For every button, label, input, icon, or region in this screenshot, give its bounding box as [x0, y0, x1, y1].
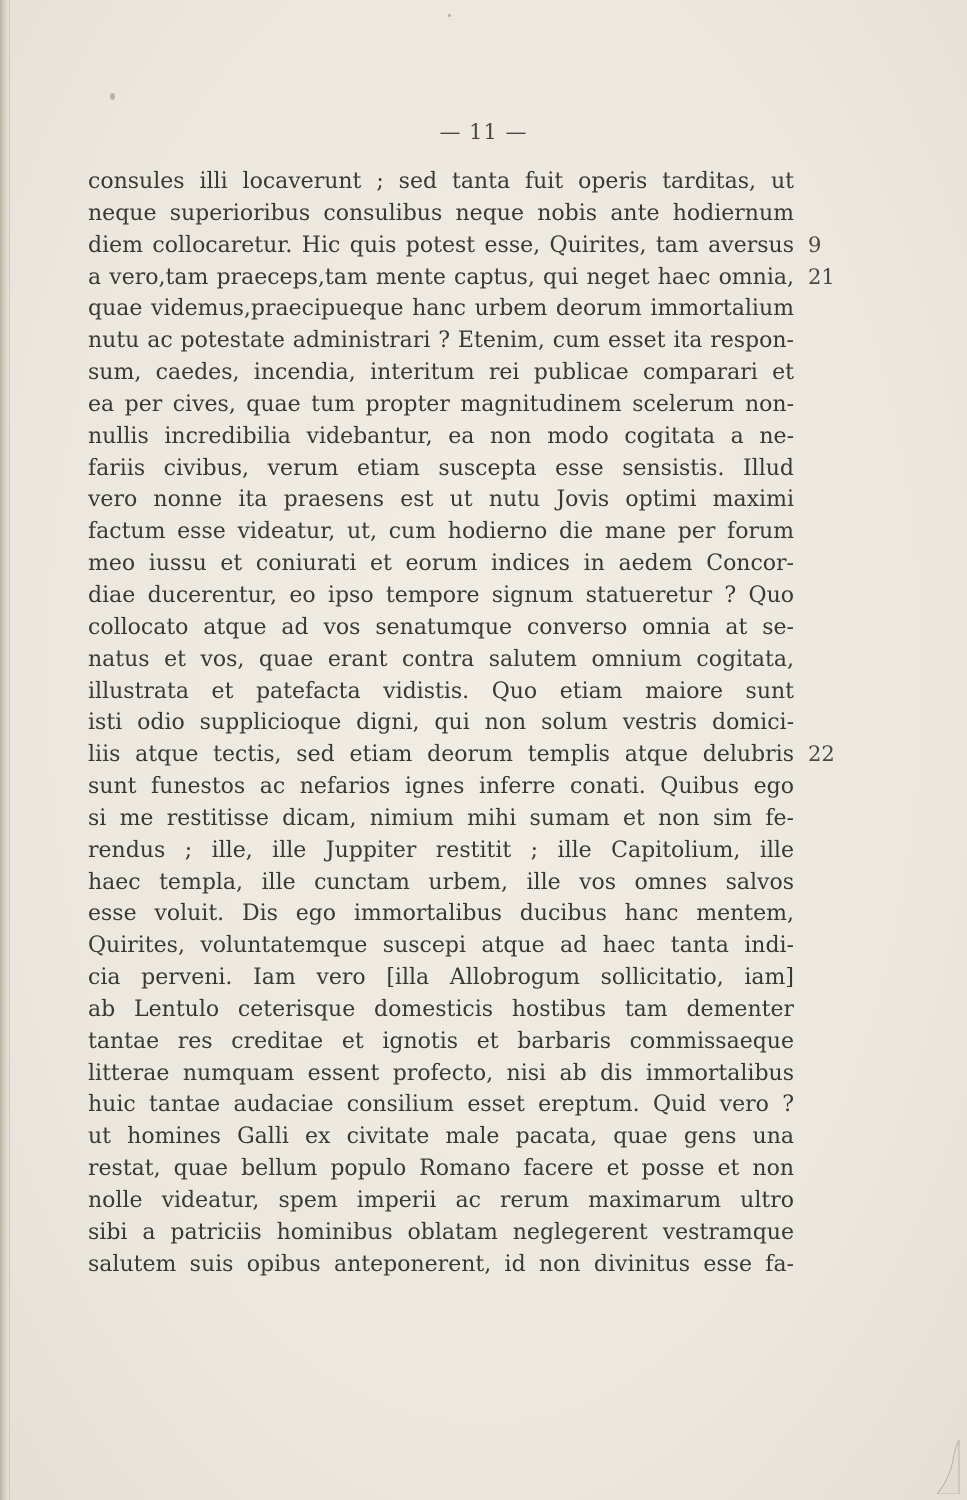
text-line-content: nutu ac potestate administrari ? Etenim, cum esset ita respon-	[88, 328, 794, 354]
text-line	[88, 898, 794, 930]
text-line	[88, 293, 794, 325]
text-line	[88, 453, 794, 485]
text-line-content: salutem suis opibus anteponerent, id non divinitus esse fa-	[88, 1251, 794, 1277]
text-line-content: collocato atque ad vos senatumque converso omnia at se-	[88, 614, 794, 640]
margin-section-number: 21	[808, 264, 835, 289]
text-line-content: Quirites, voluntatemque suscepi atque ad haec tanta indi-	[88, 933, 794, 959]
text-line	[88, 166, 794, 198]
text-line-content: isti odio supplicioque digni, qui non solum vestris domici-	[88, 710, 794, 736]
text-line	[88, 994, 794, 1026]
text-line-content: consules illi locaverunt ; sed tanta fuit operis tarditas, ut	[88, 169, 794, 194]
text-line-content: restat, quae bellum populo Romano facere et posse et non	[88, 1156, 794, 1182]
text-line	[88, 1089, 794, 1121]
text-line-content: illustrata et patefacta vidistis. Quo etiam maiore sunt	[88, 678, 794, 704]
text-line	[88, 325, 794, 357]
text-line	[88, 262, 835, 294]
text-line-content: natus et vos, quae erant contra salutem omnium cogitata,	[88, 646, 794, 672]
text-line	[88, 580, 794, 612]
text-line-content: litterae numquam essent profecto, nisi ab dis immortalibus	[88, 1060, 794, 1086]
page-number: — 11 —	[439, 120, 528, 144]
page-corner-fold	[935, 1440, 961, 1494]
text-line-content: ut homines Galli ex civitate male pacata, quae gens una	[88, 1124, 794, 1150]
text-line-content: factum esse videatur, ut, cum hodierno die mane per forum	[88, 519, 794, 545]
body-text	[88, 166, 835, 1281]
text-line-content: liis atque tectis, sed etiam deorum templis atque delubris	[88, 742, 794, 768]
text-line-content: esse voluit. Dis ego immortalibus ducibus hanc mentem,	[88, 901, 794, 927]
text-line	[88, 1185, 794, 1217]
text-line-content: nullis incredibilia videbantur, ea non modo cogitata a ne-	[88, 423, 794, 449]
text-line	[88, 612, 794, 644]
text-line	[88, 389, 794, 421]
text-line	[88, 1217, 794, 1249]
ink-speck	[448, 14, 451, 17]
text-line	[88, 676, 794, 708]
text-line	[88, 930, 794, 962]
text-line	[88, 357, 794, 389]
text-line	[88, 198, 794, 230]
text-line-content: ab Lentulo ceterisque domesticis hostibus tam dementer	[88, 996, 794, 1022]
text-line	[88, 835, 794, 867]
text-line-content: ea per cives, quae tum propter magnitudinem scelerum non-	[88, 391, 794, 417]
text-line	[88, 1058, 794, 1090]
text-line-content: haec templa, ille cunctam urbem, ille vos omnes salvos	[88, 869, 794, 895]
text-line	[88, 1121, 794, 1153]
text-line	[88, 230, 822, 262]
text-line-content: nolle videatur, spem imperii ac rerum maximarum ultro	[88, 1188, 794, 1213]
text-line	[88, 516, 794, 548]
text-line-content: diae ducerentur, eo ipso tempore signum statueretur ? Quo	[88, 582, 794, 608]
page-binding-edge	[0, 0, 10, 1500]
text-line	[88, 707, 794, 739]
text-line-content: tantae res creditae et ignotis et barbaris commissaeque	[88, 1028, 794, 1054]
text-line	[88, 962, 794, 994]
text-line	[88, 739, 835, 771]
text-line-content: neque superioribus consulibus neque nobis ante hodiernum	[88, 200, 794, 226]
text-line-content: meo iussu et coniurati et eorum indices in aedem Concor-	[88, 551, 794, 577]
text-line-content: si me restitisse dicam, nimium mihi sumam et non sim fe-	[88, 805, 794, 831]
text-line	[88, 1249, 794, 1281]
text-line-content: vero nonne ita praesens est ut nutu Jovis optimi maximi	[88, 487, 794, 513]
text-line	[88, 803, 794, 835]
margin-section-number: 22	[808, 742, 835, 767]
text-line-content: a vero,tam praeceps,tam mente captus, qui neget haec omnia,	[88, 264, 794, 290]
text-line	[88, 867, 794, 899]
text-line-content: rendus ; ille, ille Juppiter restitit ; ille Capitolium, ille	[88, 837, 794, 863]
text-line-content: fariis civibus, verum etiam suscepta esse sensistis. Illud	[88, 455, 794, 481]
text-line-content: sum, caedes, incendia, interitum rei publicae comparari et	[88, 360, 794, 386]
text-line	[88, 644, 794, 676]
margin-section-number: 9	[808, 232, 822, 257]
text-line	[88, 421, 794, 453]
text-line	[88, 1153, 794, 1185]
ink-speck	[110, 93, 115, 100]
text-line-content: quae videmus,praecipueque hanc urbem deorum immortalium	[88, 296, 794, 322]
text-line	[88, 548, 794, 580]
text-line-content: sibi a patriciis hominibus oblatam neglegerent vestramque	[88, 1219, 794, 1245]
text-line-content: diem collocaretur. Hic quis potest esse, Quirites, tam aversus	[88, 232, 794, 258]
text-line-content: huic tantae audaciae consilium esset ereptum. Quid vero ?	[88, 1092, 794, 1118]
text-line	[88, 484, 794, 516]
text-line	[88, 1026, 794, 1058]
text-line	[88, 771, 794, 803]
text-line-content: sunt funestos ac nefarios ignes inferre conati. Quibus ego	[88, 774, 794, 800]
text-line-content: cia perveni. Iam vero [illa Allobrogum sollicitatio, iam]	[88, 965, 794, 991]
